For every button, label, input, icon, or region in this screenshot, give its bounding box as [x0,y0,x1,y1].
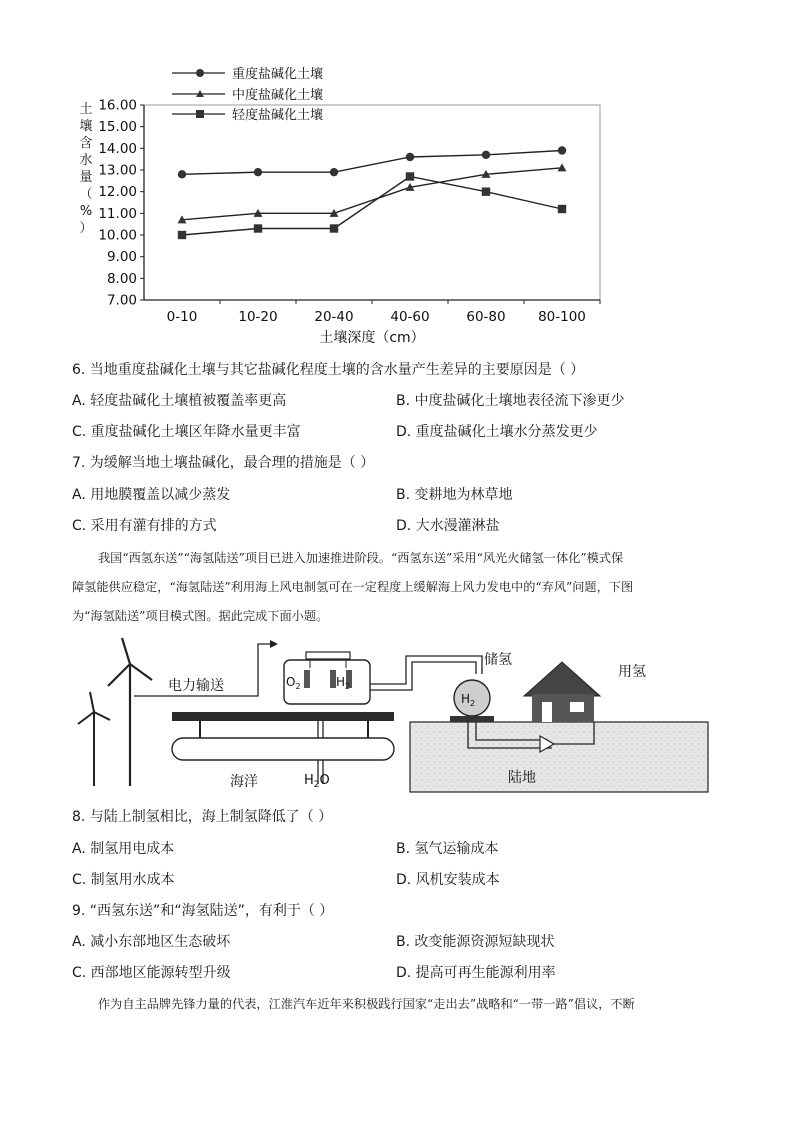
question-9-option-a: A. 减小东部地区生态破坏 [72,934,231,950]
question-7-stem: 7. 为缓解当地土壤盐碱化，最合理的措施是（ ） [72,455,375,471]
legend-label: 轻度盐碱化土壤 [232,108,324,123]
series-line [182,168,562,220]
legend-marker-square [196,110,204,118]
x-tick-label: 20-40 [314,309,354,325]
data-point [254,224,262,232]
passage-line: 为“海氢陆送”项目模式图。据此完成下面小题。 [72,609,329,623]
data-point [178,231,186,239]
question-8-option-c: C. 制氢用水成本 [72,872,175,888]
question-6-option-b: B. 中度盐碱化土壤地表径流下渗更少 [396,393,625,409]
y-tick-label: 15.00 [98,119,137,136]
y-tick-label: 12.00 [98,184,137,201]
question-9-option-d: D. 提高可再生能源利用率 [396,965,556,981]
svg-text:H2: $H_2$ [461,692,476,708]
soil-moisture-chart [60,55,620,355]
y-axis-title: 土壤含水量（%） [79,102,93,236]
x-tick-label: 10-20 [238,309,278,325]
legend-marker-circle [196,69,204,77]
question-8-option-a: A. 制氢用电成本 [72,841,175,857]
legend-label: 中度盐碱化土壤 [232,88,324,103]
series-line [182,177,562,236]
question-9-option-c: C. 西部地区能源转型升级 [72,965,231,981]
question-7-option-b: B. 变耕地为林草地 [396,487,513,503]
wind-turbine-large-icon [108,638,152,786]
storage-label: 储氢 [484,652,512,668]
hydrogen-label: $H_2$ [336,675,351,691]
question-6-option-d: D. 重度盐碱化土壤水分蒸发更少 [396,424,598,440]
data-point [406,172,414,180]
house-icon [524,662,600,722]
legend-label: 重度盐碱化土壤 [232,67,324,82]
arrow-icon [270,640,278,648]
data-point [254,168,262,176]
question-6-stem: 6. 当地重度盐碱化土壤与其它盐碱化程度土壤的含水量产生差异的主要原因是（ ） [72,362,585,378]
passage-jac-motors: 作为自主品牌先锋力量的代表，江淮汽车近年来积极践行国家“走出去”战略和“一带一路”倡议，不断 [98,997,635,1011]
water-formula: $H_2O$ [304,773,330,790]
passage-hydrogen [72,544,717,631]
electrolyzer [284,652,370,704]
y-tick-label: 7.00 [106,292,137,309]
question-8-option-b: B. 氢气运输成本 [396,841,499,857]
y-tick-label: 8.00 [106,270,137,287]
hydrogen-pipeline [370,656,482,684]
question-9-option-b: B. 改变能源资源短缺现状 [396,934,555,950]
x-tick-label: 40-60 [390,309,430,325]
hydrogen-tank-icon [450,680,494,722]
y-tick-label: 10.00 [98,227,137,244]
wind-turbine-small-icon [78,692,110,786]
chart-legend [172,66,323,123]
data-point [482,151,490,159]
x-tick-label: 0-10 [166,309,198,325]
question-8-stem: 8. 与陆上制氢相比，海上制氢降低了（ ） [72,809,333,825]
hydrogen-use-label: 用氢 [618,664,646,680]
question-7-option-c: C. 采用有灌有排的方式 [72,518,217,534]
question-6-option-a: A. 轻度盐碱化土壤植被覆盖率更高 [72,393,287,409]
data-point [330,168,338,176]
sea-hydrogen-diagram [72,634,732,794]
data-point [558,205,566,213]
question-6-option-c: C. 重度盐碱化土壤区年降水量更丰富 [72,424,301,440]
data-point [330,224,338,232]
land-block [410,722,708,792]
question-8-option-d: D. 风机安装成本 [396,872,500,888]
platform-deck [172,712,394,721]
passage-line: 我国“西氢东送”“海氢陆送”项目已进入加速推进阶段。“西氢东送”采用“风光火储氢一体化”模式保 [98,551,624,565]
series-line [182,151,562,175]
data-point [482,187,490,195]
question-7-option-d: D. 大水漫灌淋盐 [396,518,500,534]
y-tick-label: 16.00 [98,97,137,114]
data-point [558,146,566,154]
data-point [406,153,414,161]
y-tick-label: 11.00 [98,205,137,222]
platform-pontoon [172,738,394,760]
question-7-option-a: A. 用地膜覆盖以减少蒸发 [72,487,231,503]
x-axis-title: 土壤深度（cm） [319,330,425,346]
y-tick-label: 14.00 [98,140,137,157]
y-tick-label: 9.00 [106,249,137,266]
question-9-stem: 9. “西氢东送”和“海氢陆送”，有利于（ ） [72,903,334,919]
x-tick-label: 60-80 [466,309,506,325]
x-tick-label: 80-100 [538,309,586,325]
ocean-label: 海洋 [230,774,258,790]
y-tick-label: 13.00 [98,162,137,179]
oxygen-label: $O_2$ [286,675,301,691]
land-label: 陆地 [508,770,536,786]
power-transmission-label: 电力输送 [168,678,224,694]
data-point [178,170,186,178]
passage-line: 障氢能供应稳定，“海氢陆送”利用海上风电制氢可在一定程度上缓解海上风力发电中的“弃风”问题，下图 [72,580,634,594]
data-point [558,163,567,171]
